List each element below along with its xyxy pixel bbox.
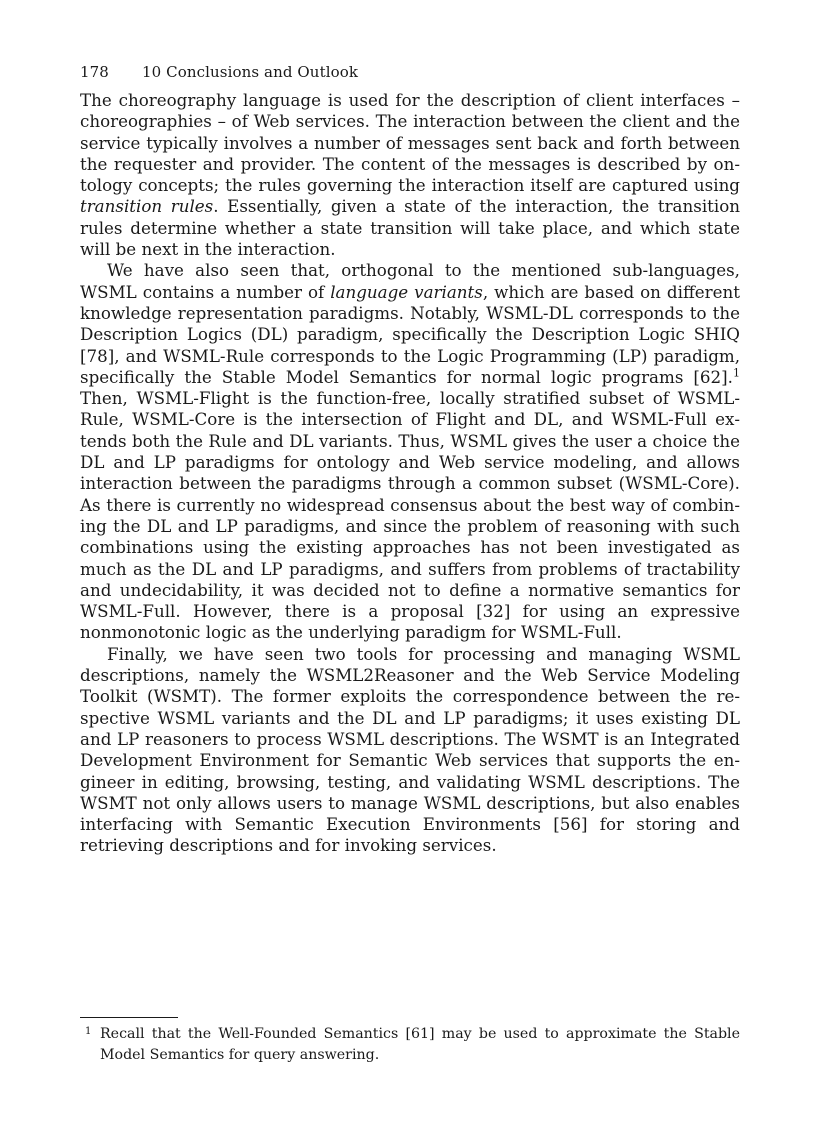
paragraph-text: , which are based on different knowledge representation paradigms. Notably, WSML-DL corresponds to the Description Logics (DL) paradigm, specifically the Description Logic SHIQ [78], and WSML-Rule corresponds to the Logic Programming (LP) paradigm, specifically the Stable Model Semantics for normal logic programs [62]. [80, 281, 740, 387]
page-number: 178 [80, 63, 109, 81]
emphasis-transition-rules: transition rules [80, 196, 214, 217]
paragraph-language-variants [80, 260, 740, 643]
emphasis-language-variants: language variants [330, 281, 483, 302]
footnote-text: Recall that the Well-Founded Semantics [61] may be used to approximate the Stable Model Semantics for query answering. [100, 1026, 740, 1063]
paragraph-text: Then, WSML-Flight is the function-free, locally stratified subset of WSML-Rule, WSML-Core is the intersection of Flight and DL, and WSML-Full extends both the Rule and DL variants. Thus, WSML gives the user a choice the DL and LP paradigms for ontology and Web service modeling, and allows interaction between the paradigms through a common subset (WSML-Core). As there is currently no widespread consensus about the best way of combining the DL and LP paradigms, and since the problem of reasoning with such combinations using the existing approaches has not been investigated as much as the DL and LP paradigms, and suffers from problems of tractability and undecidability, it was decided not to define a normative semantics for WSML-Full. However, there is a proposal [32] for using an expressive nonmonotonic logic as the underlying paradigm for WSML-Full. [80, 388, 740, 643]
footnote-rule [80, 1017, 178, 1018]
paragraph-text: We have also seen that, orthogonal to the mentioned sub-languages, WSML contains a number of [80, 260, 740, 302]
paragraph-text: The choreography language is used for the description of client interfaces – choreographies – of Web services. The interaction between the client and the service typically involves a number of messages sent back and forth between the requester and provider. The content of the messages is described by ontology concepts; the rules governing the interaction itself are captured using [80, 90, 740, 196]
running-header [80, 60, 740, 84]
footnote [80, 1024, 740, 1066]
chapter-title: 10 Conclusions and Outlook [142, 63, 359, 81]
paragraph-choreography [80, 90, 740, 260]
footnote-mark: 1 [85, 1026, 92, 1037]
paragraph-tools [80, 644, 740, 857]
page-content [80, 60, 740, 857]
paragraph-text: . Essentially, given a state of the interaction, the transition rules determine whether a state transition will take place, and which state will be next in the interaction. [80, 196, 740, 260]
footnote-area [80, 1017, 740, 1066]
body-text [80, 90, 740, 857]
footnote-reference: 1 [733, 366, 740, 380]
paragraph-text: Finally, we have seen two tools for processing and managing WSML descriptions, namely the WSML2Reasoner and the Web Service Modeling Toolkit (WSMT). The former exploits the correspondence between the respective WSML variants and the DL and LP paradigms; it uses existing DL and LP reasoners to process WSML descriptions. The WSMT is an Integrated Development Environment for Semantic Web services that supports the engineer in editing, browsing, testing, and validating WSML descriptions. The WSMT not only allows users to manage WSML descriptions, but also enables interfacing with Semantic Execution Environments [56] for storing and retrieving descriptions and for invoking services. [80, 643, 740, 856]
